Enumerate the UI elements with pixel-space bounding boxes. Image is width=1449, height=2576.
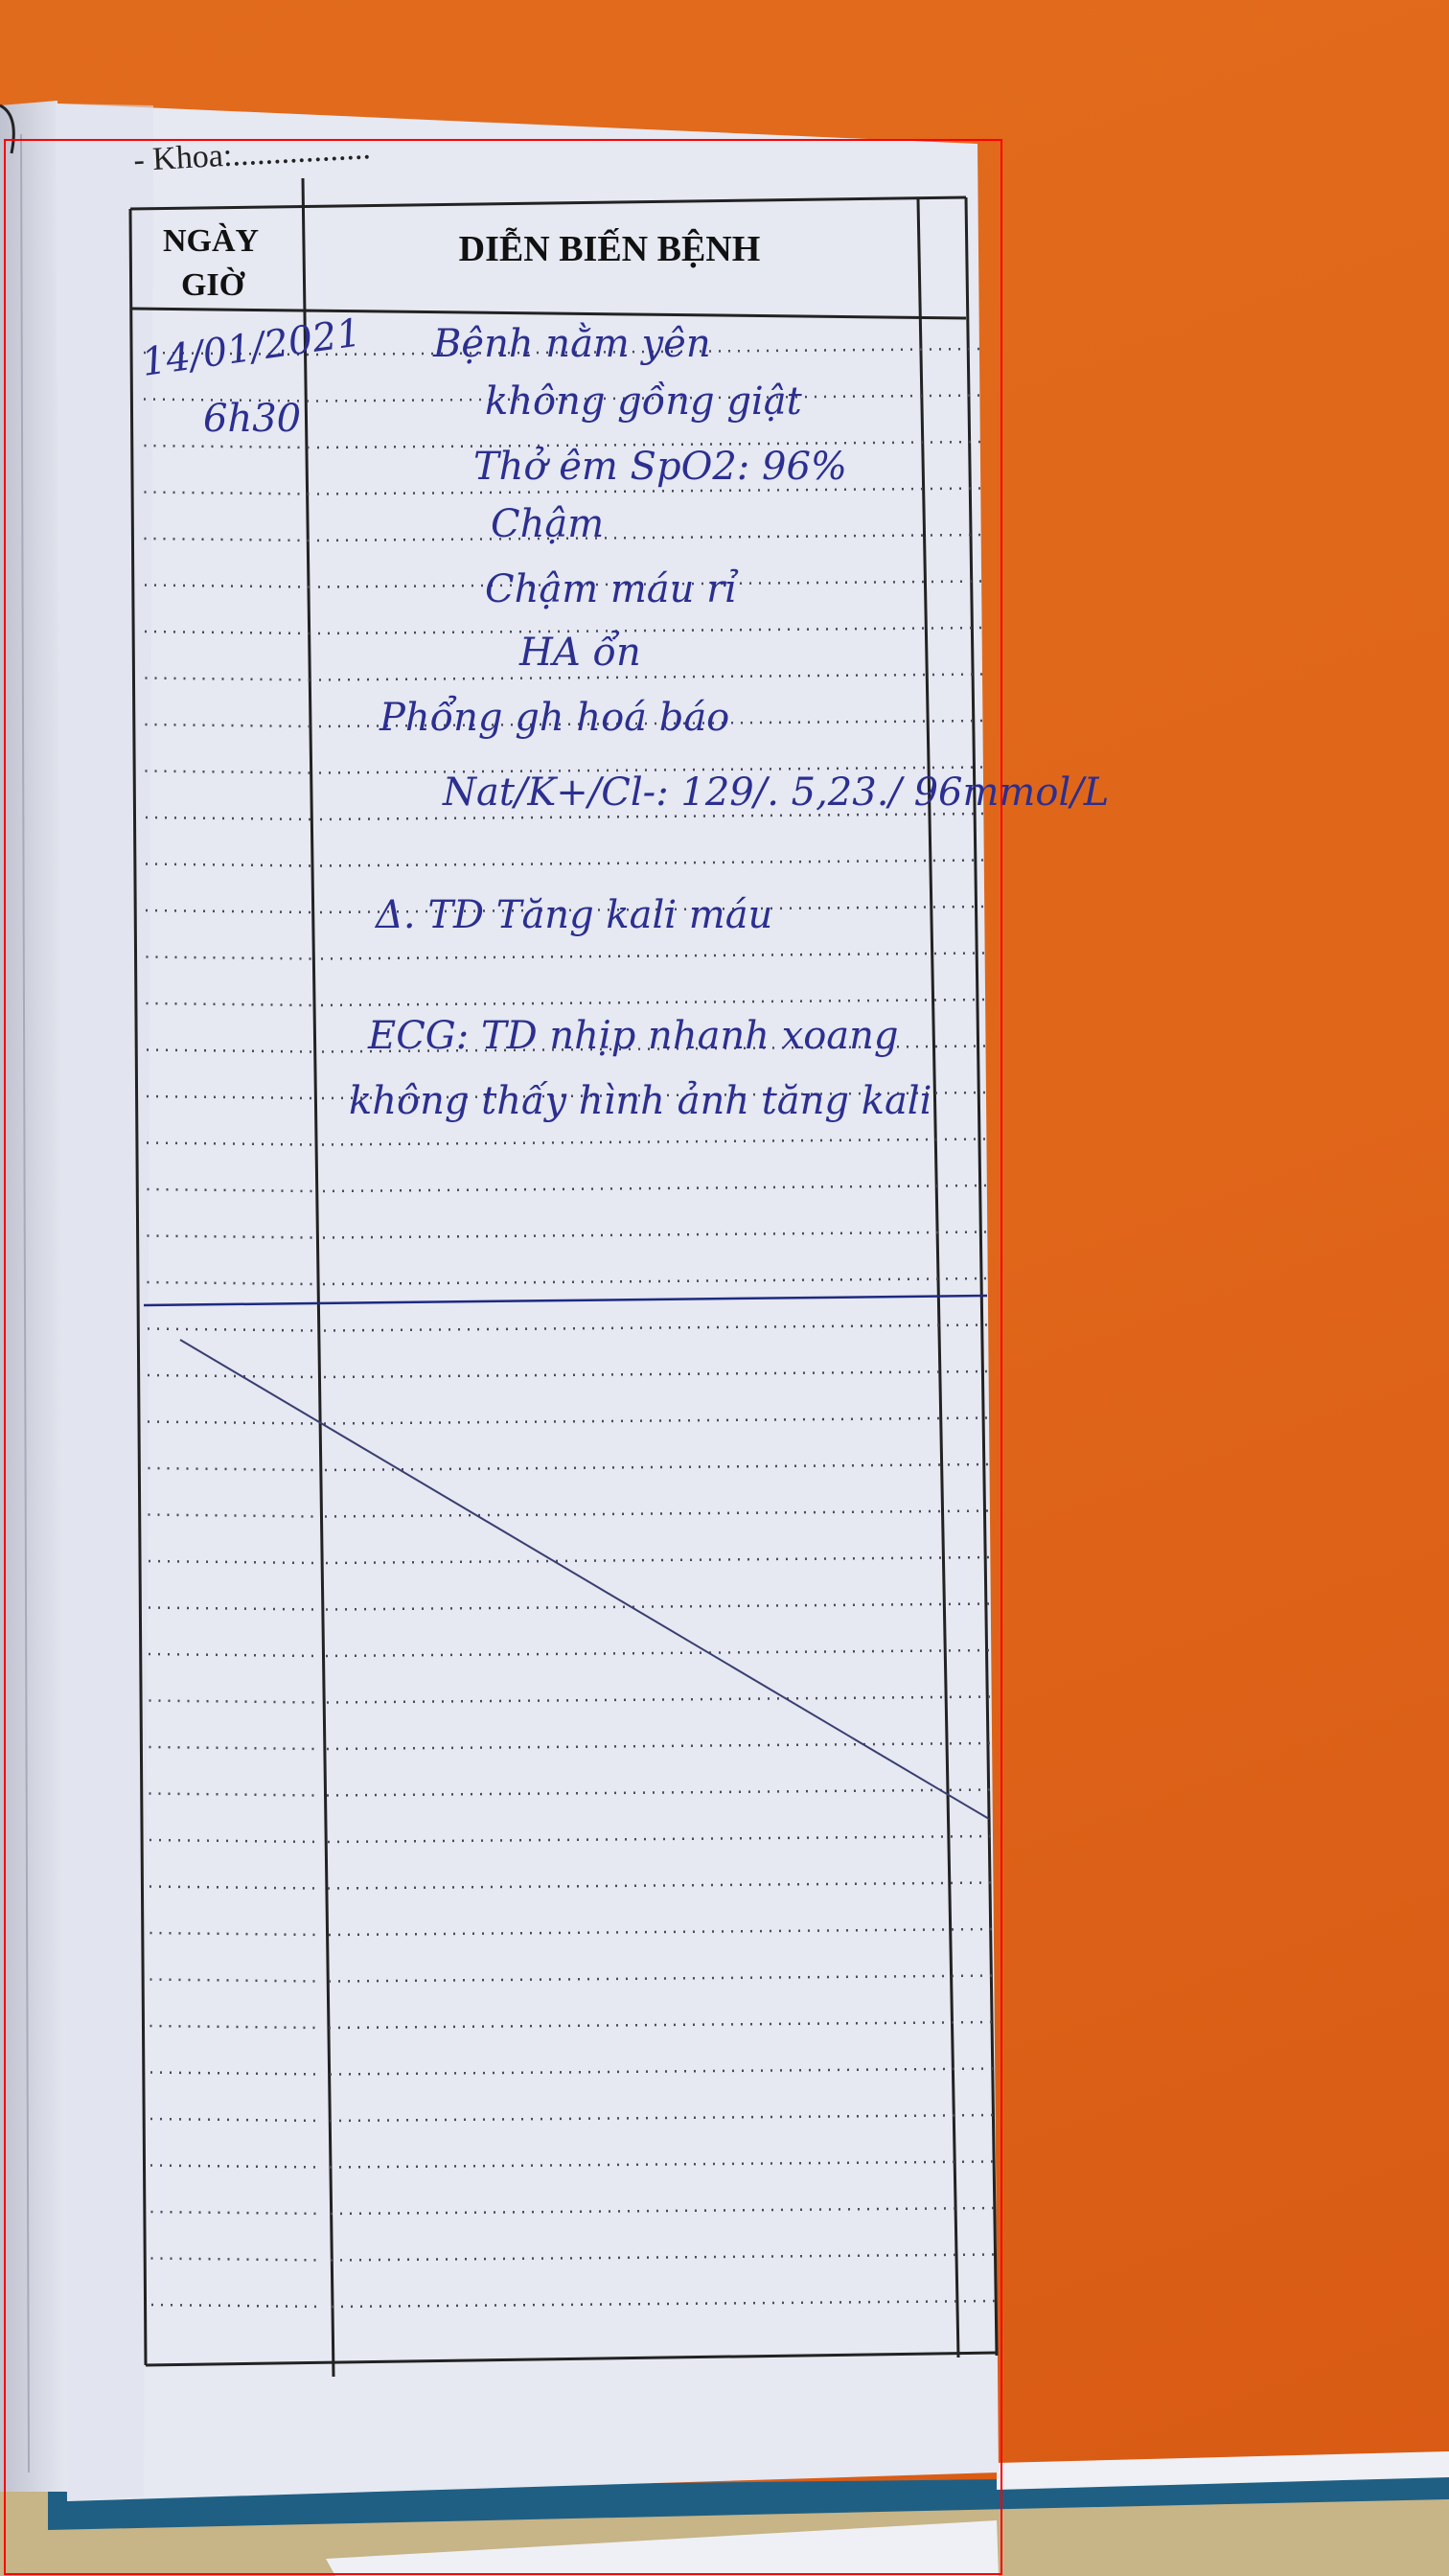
entry-line: Phổng gh hoá báo [380,696,730,740]
entry-line: Δ. TD Tăng kali máu [376,893,773,937]
entry-line: Bệnh nằm yên [433,322,711,366]
entry-line: Nat/K+/Cl-: 129/. 5,23./ 96mmol/L [443,770,1110,815]
entry-time: 6h30 [203,397,302,441]
header-date-line2: GIỜ [180,267,245,303]
entry-date: 14/01/2021 [138,310,364,385]
entry-line: Chậm [491,502,605,546]
entry-line: HA ổn [519,631,641,675]
entry-line: ECG: TD nhịp nhanh xoang [368,1014,899,1058]
entry-line: không thấy hình ảnh tăng kali [349,1079,932,1123]
entry-line: Chậm máu rỉ [485,567,738,611]
header-date-line1: NGÀY [162,223,260,259]
entry-line: không gồng giật [485,380,802,424]
department-label: - Khoa:................. [132,130,372,178]
header-progress: DIỄN BIẾN BỆNH [458,229,761,269]
entry-line: Thở êm SpO2: 96% [473,445,847,489]
